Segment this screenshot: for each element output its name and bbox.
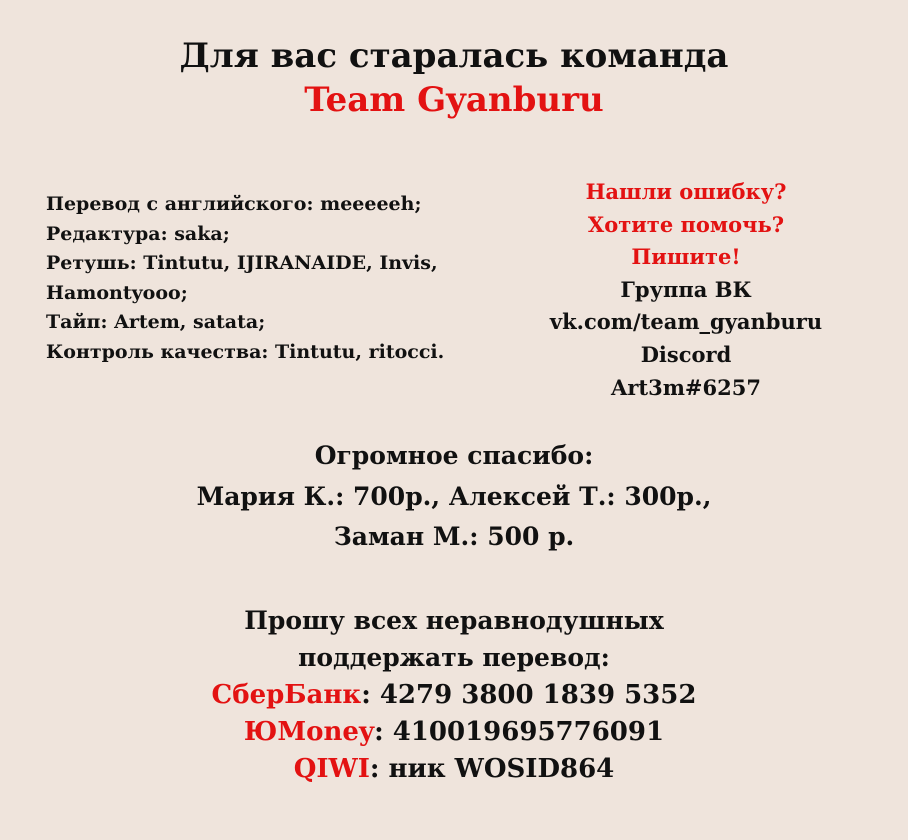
support-line2: поддержать перевод:: [298, 643, 610, 673]
credit-typesetting: Тайп: Artem, satata;: [46, 311, 266, 333]
credits-list: [46, 190, 486, 367]
contacts-block: [516, 176, 856, 404]
payment-value: : 4279 3800 1839 5352: [361, 679, 697, 710]
payment-yumoney: [0, 714, 908, 751]
header-title: Для вас старалась команда: [179, 36, 729, 76]
want-help-text: Хотите помочь?: [587, 211, 785, 237]
payment-value: : 410019695776091: [374, 716, 665, 747]
vk-link[interactable]: vk.com/team_gyanburu: [549, 309, 823, 335]
team-name: Team Gyanburu: [304, 80, 604, 120]
payment-sberbank: [0, 677, 908, 714]
credit-editing: Редактура: saka;: [46, 222, 230, 245]
write-us-text: Пишите!: [631, 244, 741, 270]
found-error-text: Нашли ошибку?: [585, 179, 787, 204]
vk-label: Группа ВК: [620, 276, 752, 302]
thanks-section: [0, 436, 908, 558]
payment-qiwi: [0, 751, 908, 788]
support-line1: Прошу всех неравнодушных: [244, 606, 664, 635]
discord-handle: Art3m#6257: [611, 374, 761, 400]
support-section: [0, 602, 908, 788]
credit-quality-control: Контроль качества: Tintutu, ritocci.: [46, 340, 445, 363]
header: [0, 34, 908, 122]
donors-line1: Мария К.: 700р., Алексей Т.: 300р.,: [196, 481, 712, 511]
credit-retouch-line1: Ретушь: Tintutu, IJIRANAIDE, Invis,: [46, 252, 438, 274]
payment-value: : ник WOSID864: [369, 754, 615, 785]
credit-translation: Перевод с английского: meeeeeh;: [46, 193, 422, 215]
payment-name: СберБанк: [211, 679, 362, 710]
credit-retouch-line2: Hamontyooo;: [46, 281, 188, 304]
discord-label: Discord: [640, 341, 732, 367]
payment-name: ЮMoney: [243, 716, 375, 747]
thanks-heading: Огромное спасибо:: [314, 441, 594, 470]
payment-name: QIWI: [293, 754, 370, 785]
donors-line2: Заман М.: 500 р.: [333, 522, 575, 551]
